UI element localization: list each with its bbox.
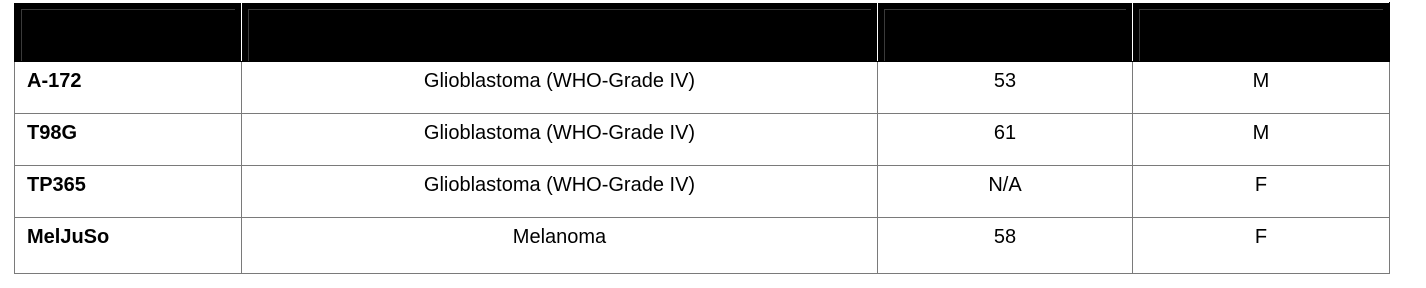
- table-row: [15, 166, 1390, 218]
- tumor-type: Glioblastoma (WHO-Grade IV): [242, 114, 878, 166]
- cell-line-name: A-172: [15, 62, 242, 114]
- cell-line-name: T98G: [15, 114, 242, 166]
- patient-sex: F: [1133, 166, 1390, 218]
- cell-line-table-container: [14, 2, 1389, 274]
- header-row: [15, 3, 1390, 62]
- tumor-type: Glioblastoma (WHO-Grade IV): [242, 62, 878, 114]
- header-cell-1: [15, 3, 242, 62]
- table-body: [15, 62, 1390, 274]
- table-row: [15, 62, 1390, 114]
- cell-line-table: [14, 2, 1390, 274]
- header-cell-2: [242, 3, 878, 62]
- table-row: [15, 114, 1390, 166]
- header-cell-3: [878, 3, 1133, 62]
- table-row: [15, 218, 1390, 274]
- cell-line-name: MelJuSo: [15, 218, 242, 274]
- table-header: [15, 3, 1390, 62]
- tumor-type: Melanoma: [242, 218, 878, 274]
- cell-line-name: TP365: [15, 166, 242, 218]
- patient-sex: M: [1133, 114, 1390, 166]
- tumor-type: Glioblastoma (WHO-Grade IV): [242, 166, 878, 218]
- patient-age: N/A: [878, 166, 1133, 218]
- patient-age: 61: [878, 114, 1133, 166]
- header-cell-4: [1133, 3, 1390, 62]
- patient-age: 53: [878, 62, 1133, 114]
- patient-sex: F: [1133, 218, 1390, 274]
- patient-age: 58: [878, 218, 1133, 274]
- patient-sex: M: [1133, 62, 1390, 114]
